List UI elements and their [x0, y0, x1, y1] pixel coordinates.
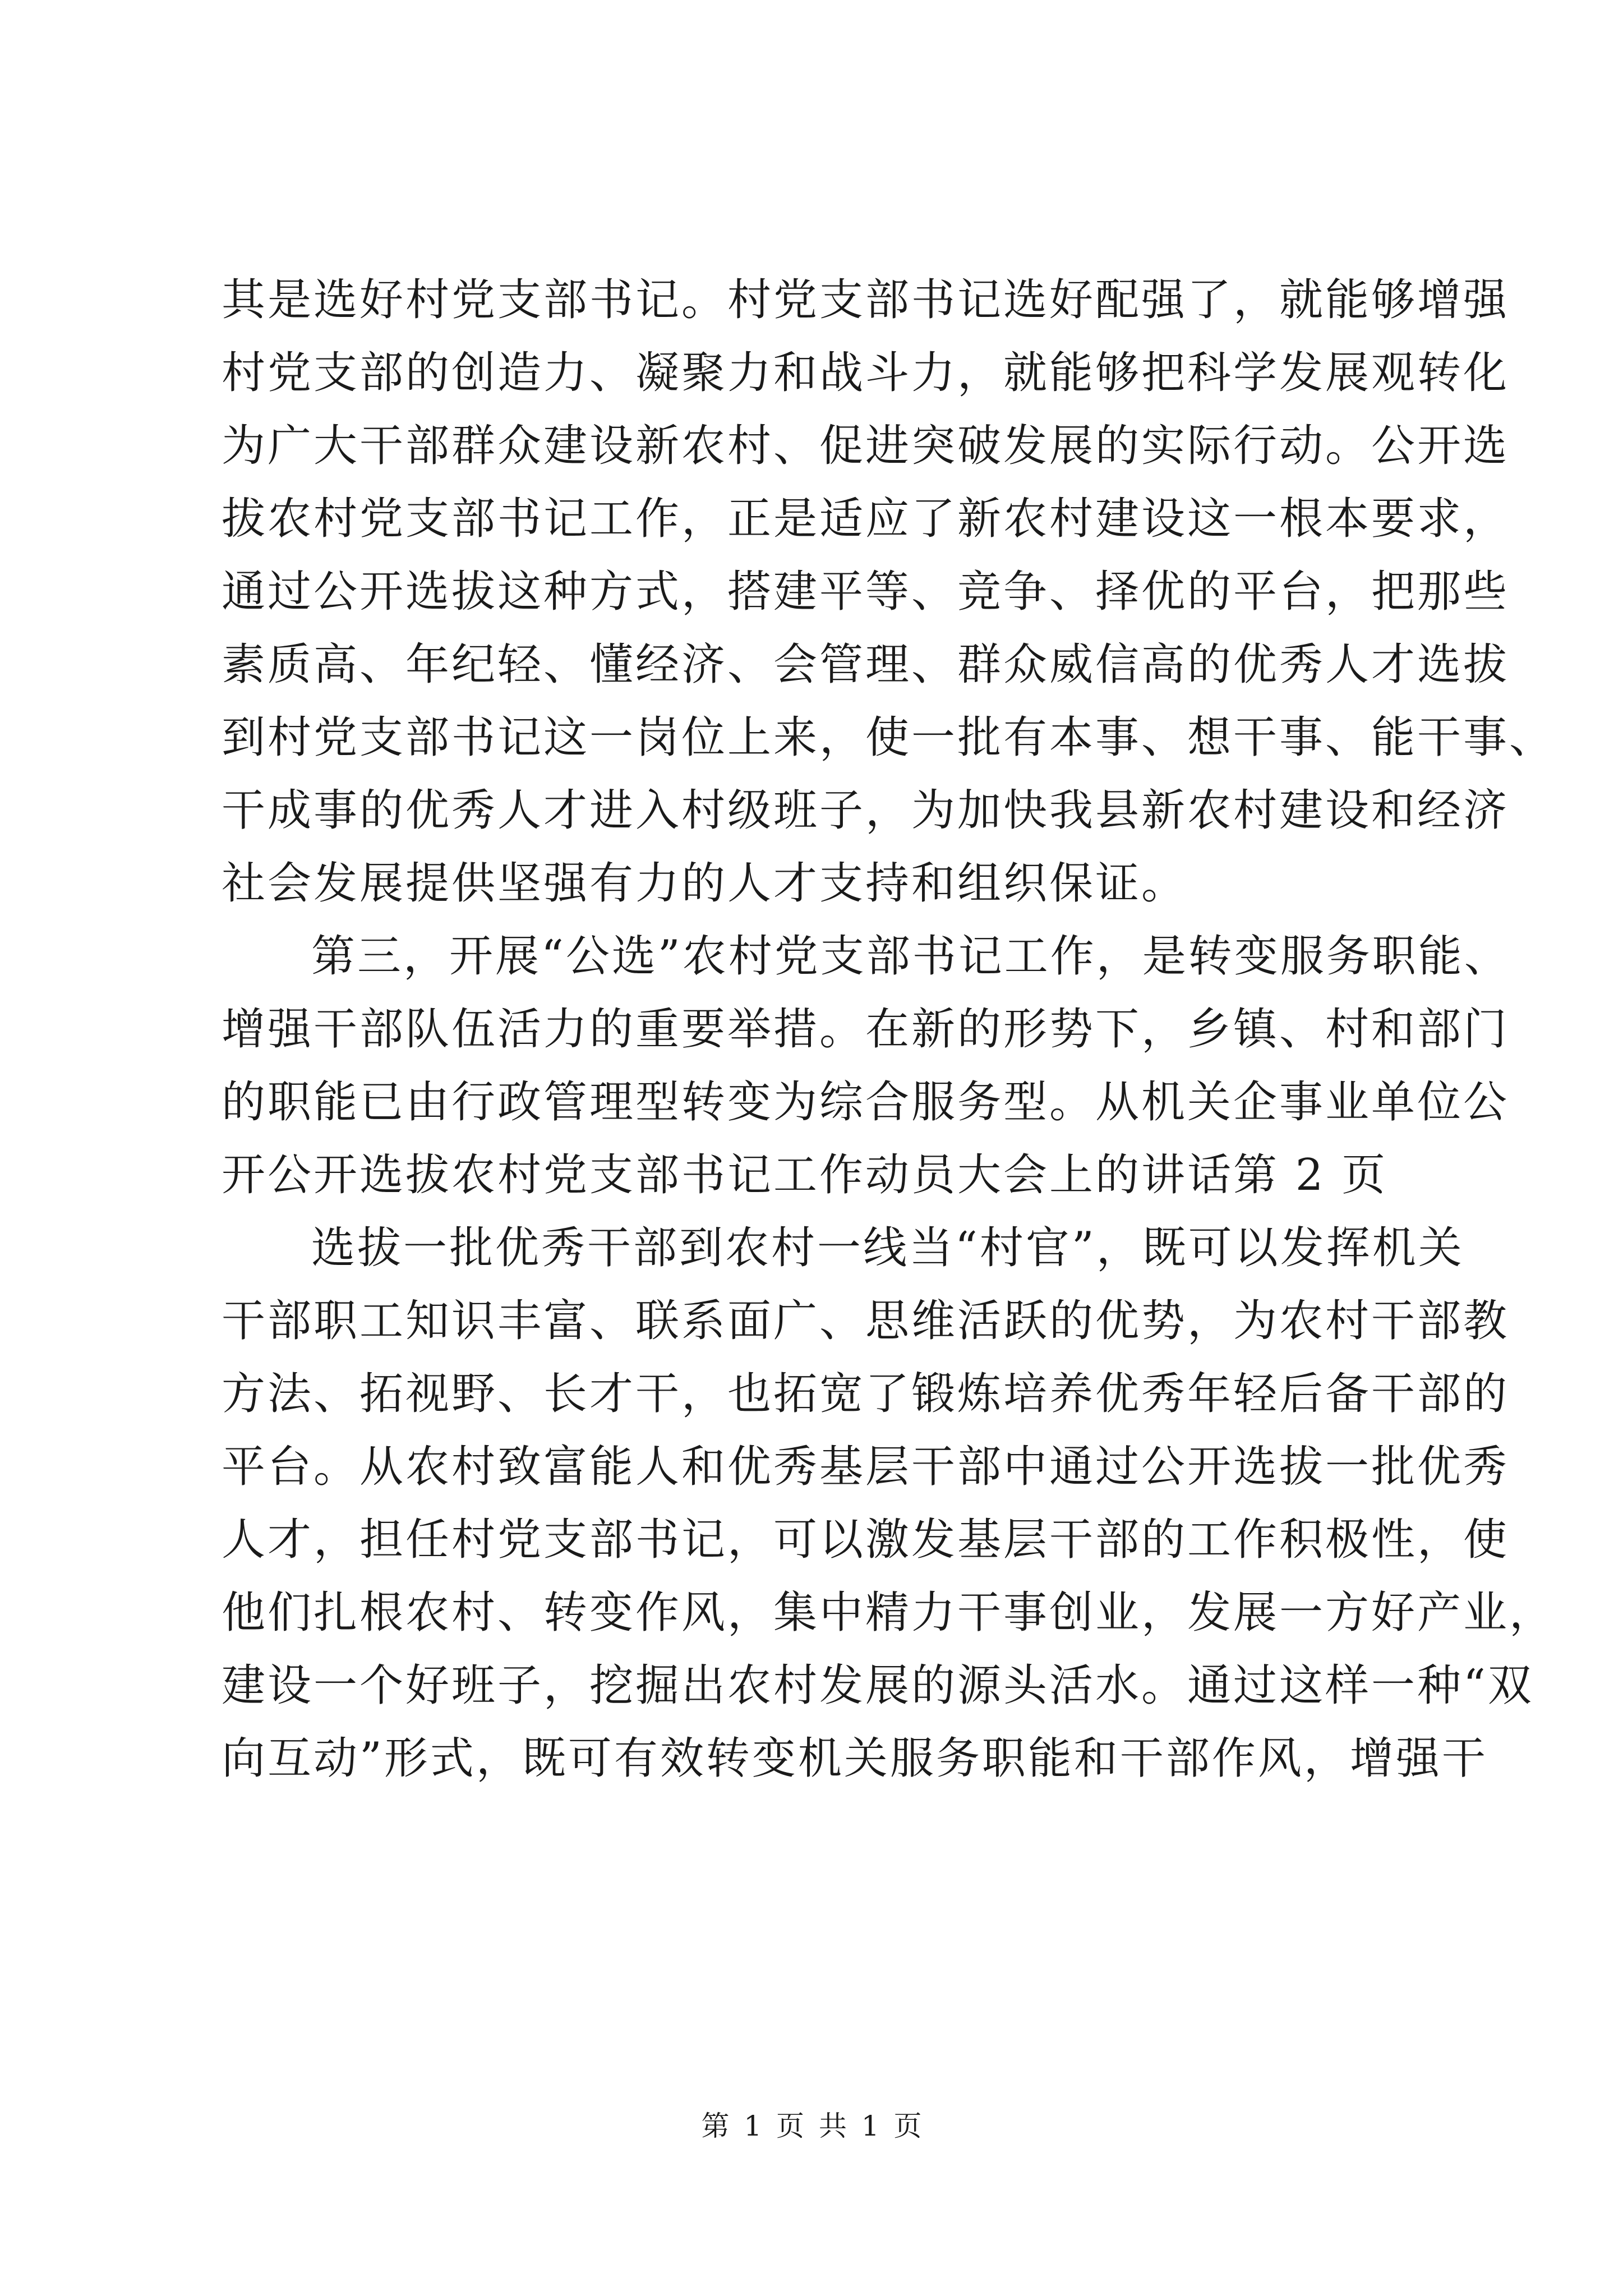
paragraph-2-line-4: 开公开选拔农村党支部书记工作动员大会上的讲话第 2 页	[222, 1150, 1388, 1200]
paragraph-3-line-6: 他们扎根农村、转变作风，集中精力干事创业，发展一方好产业，	[222, 1588, 1556, 1638]
paragraph-1-line-7: 到村党支部书记这一岗位上来，使一批有本事、想干事、能干事、	[222, 712, 1556, 763]
paragraph-1-line-9: 社会发展提供坚强有力的人才支持和组织保证。	[222, 858, 1188, 909]
paragraph-1-line-1: 其是选好村党支部书记。村党支部书记选好配强了，就能够增强	[222, 275, 1510, 325]
paragraph-3-line-2: 干部职工知识丰富、联系面广、思维活跃的优势，为农村干部教	[222, 1296, 1510, 1346]
paragraph-1-line-3: 为广大干部群众建设新农村、促进突破发展的实际行动。公开选	[222, 421, 1510, 471]
paragraph-2-line-3: 的职能已由行政管理型转变为综合服务型。从机关企事业单位公	[222, 1077, 1510, 1128]
paragraph-3-line-4: 平台。从农村致富能人和优秀基层干部中通过公开选拔一批优秀	[222, 1442, 1510, 1492]
paragraph-3-line-7: 建设一个好班子，挖掘出农村发展的源头活水。通过这样一种“双	[222, 1660, 1534, 1711]
paragraph-1-line-5: 通过公开选拔这种方式，搭建平等、竞争、择优的平台，把那些	[222, 567, 1510, 617]
paragraph-3-line-5: 人才，担任村党支部书记，可以激发基层干部的工作积极性，使	[222, 1515, 1510, 1565]
paragraph-1-line-6: 素质高、年纪轻、懂经济、会管理、群众威信高的优秀人才选拔	[222, 639, 1510, 690]
paragraph-1-line-8: 干成事的优秀人才进入村级班子，为加快我县新农村建设和经济	[222, 785, 1510, 836]
document-body	[222, 264, 1556, 1795]
paragraph-3-line-3: 方法、拓视野、长才干，也拓宽了锻炼培养优秀年轻后备干部的	[222, 1369, 1510, 1419]
page-footer: 第 1 页 共 1 页	[701, 2110, 922, 2142]
paragraph-1-line-2: 村党支部的创造力、凝聚力和战斗力，就能够把科学发展观转化	[222, 348, 1510, 398]
paragraph-3-line-1: 选拔一批优秀干部到农村一线当“村官”，既可以发挥机关	[311, 1223, 1464, 1273]
paragraph-1-line-4: 拔农村党支部书记工作，正是适应了新农村建设这一根本要求，	[222, 494, 1510, 544]
paragraph-2-line-2: 增强干部队伍活力的重要举措。在新的形势下，乡镇、村和部门	[222, 1004, 1510, 1055]
paragraph-3-line-8: 向互动”形式，既可有效转变机关服务职能和干部作风，增强干	[222, 1733, 1488, 1784]
paragraph-2-line-1: 第三，开展“公选”农村党支部书记工作，是转变服务职能、	[311, 931, 1510, 982]
